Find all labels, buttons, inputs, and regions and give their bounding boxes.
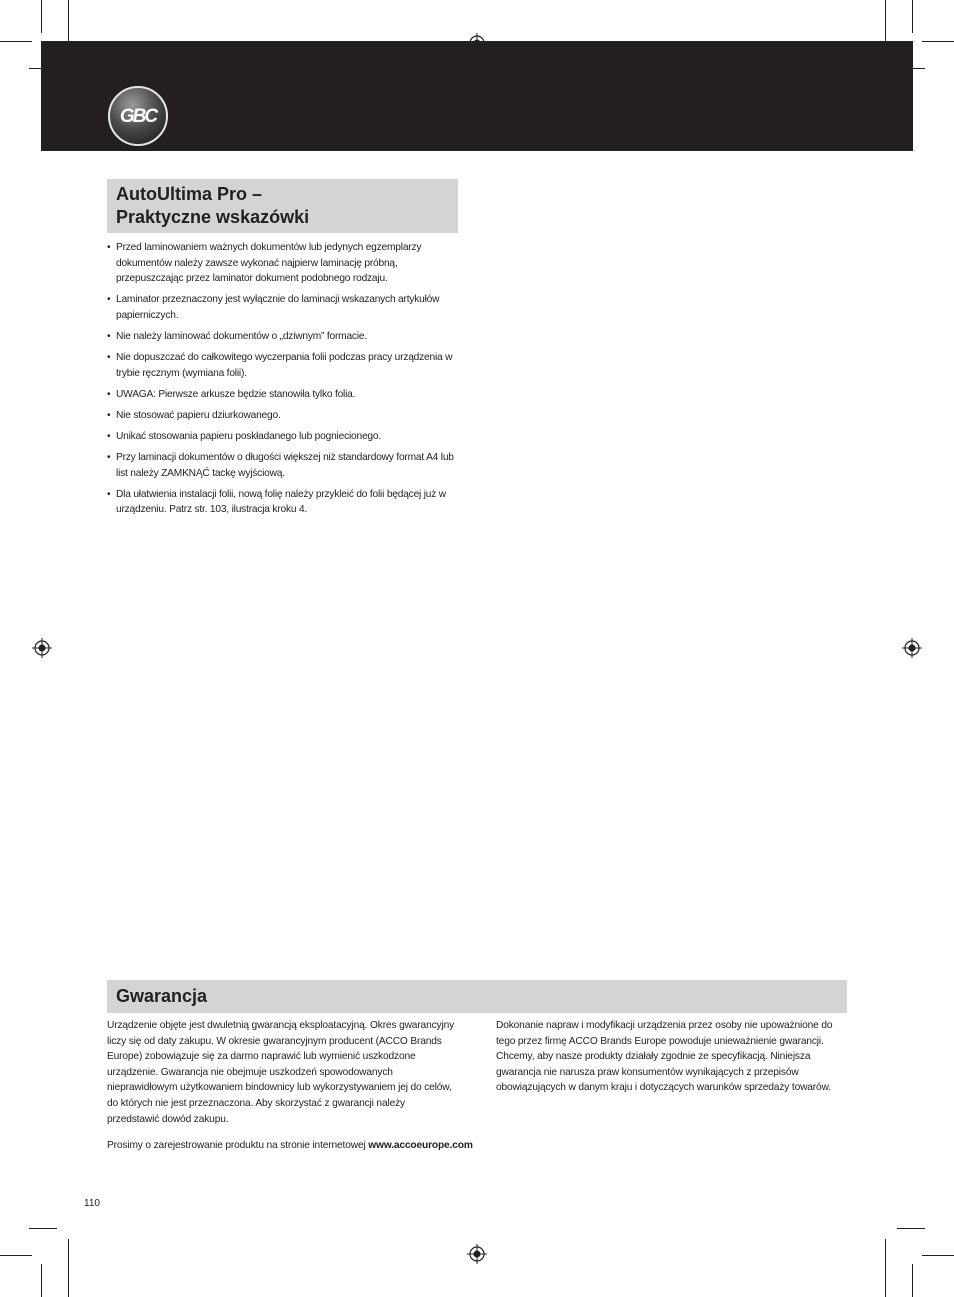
registration-mark-icon — [467, 1244, 487, 1264]
tips-title-line2: Praktyczne wskazówki — [116, 207, 310, 227]
list-item: • Nie należy laminować dokumentów o „dziwnym” formacie. — [107, 329, 459, 345]
list-item: • Przy laminacji dokumentów o długości większej niż standardowy format A4 lub list należy ZAMKNĄĆ tackę wyjściową. — [107, 450, 459, 481]
crop-mark — [0, 1255, 32, 1256]
crop-mark — [68, 1239, 69, 1297]
crop-mark — [912, 1264, 913, 1297]
list-item: • Unikać stosowania papieru poskładanego lub pogniecionego. — [107, 429, 459, 445]
crop-mark — [29, 1228, 57, 1229]
crop-mark — [0, 41, 32, 42]
tips-title-line1: AutoUltima Pro – — [116, 184, 263, 204]
page-number: 110 — [84, 1198, 100, 1209]
svg-text:GBC: GBC — [119, 106, 157, 127]
header-band — [41, 41, 913, 151]
list-item: • Nie stosować papieru dziurkowanego. — [107, 408, 459, 424]
list-item: • Nie dopuszczać do całkowitego wyczerpania folii podczas pracy urządzenia w trybie ręcznym (wymiana folii). — [107, 350, 459, 381]
crop-mark — [922, 41, 954, 42]
list-item: • UWAGA: Pierwsze arkusze będzie stanowiła tylko folia. — [107, 387, 459, 403]
crop-mark — [885, 1239, 886, 1297]
crop-mark — [897, 1228, 925, 1229]
registration-mark-icon — [902, 638, 922, 658]
gbc-logo — [107, 85, 169, 147]
warranty-text-left: Urządzenie objęte jest dwuletnią gwarancją eksploatacyjną. Okres gwarancyjny liczy się od daty zakupu. W okresie gwarancyjnym producent (ACCO Brands Europe) zobowiązuje się za darmo naprawić lub wymienić uszkodzone urządzenie. Gwarancja nie obejmuje uszkodzeń spowodowanych nieprawidłowym użytkowaniem bindownicy lub wykorzystywaniem jej do celów, do których nie jest przeznaczona. Aby skorzystać z gwarancji należy przedstawić dowód zakupu. — [107, 1020, 455, 1125]
list-item: • Przed laminowaniem ważnych dokumentów lub jedynych egzemplarzy dokumentów należy zawsze wykonać najpierw laminację próbną, przepuszczając przez laminator dokument podobnego rodzaju. — [107, 240, 459, 287]
crop-mark — [912, 0, 913, 33]
registration-note — [107, 1138, 473, 1154]
registration-text: Prosimy o zarejestrowanie produktu na stronie internetowej — [107, 1140, 369, 1151]
list-item: • Laminator przeznaczony jest wyłącznie do laminacji wskazanych artykułów papierniczych. — [107, 292, 459, 323]
registration-link[interactable]: www.accoeurope.com — [368, 1140, 473, 1151]
warranty-text-right: Dokonanie napraw i modyfikacji urządzenia przez osoby nie upoważnione do tego przez firmę ACCO Brands Europe powoduje unieważnienie gwarancji. Chcemy, aby nasze produkty działały zgodnie ze specyfikacją. Niniejsza gwarancja nie narusza praw konsumentów wynikających z przepisów obowiązujących w danym kraju i dotyczących warunków sprzedaży towarów. — [496, 1020, 833, 1094]
registration-mark-icon — [32, 638, 52, 658]
crop-mark — [41, 1264, 42, 1297]
crop-mark — [922, 1255, 954, 1256]
list-item: • Dla ułatwienia instalacji folii, nową folię należy przykleić do folii będącej już w urządzeniu. Patrz str. 103, ilustracja kroku 4. — [107, 487, 459, 518]
warranty-heading: Gwarancja — [107, 980, 847, 1013]
tips-heading — [107, 179, 458, 233]
crop-mark — [41, 0, 42, 33]
tips-list — [107, 240, 459, 523]
